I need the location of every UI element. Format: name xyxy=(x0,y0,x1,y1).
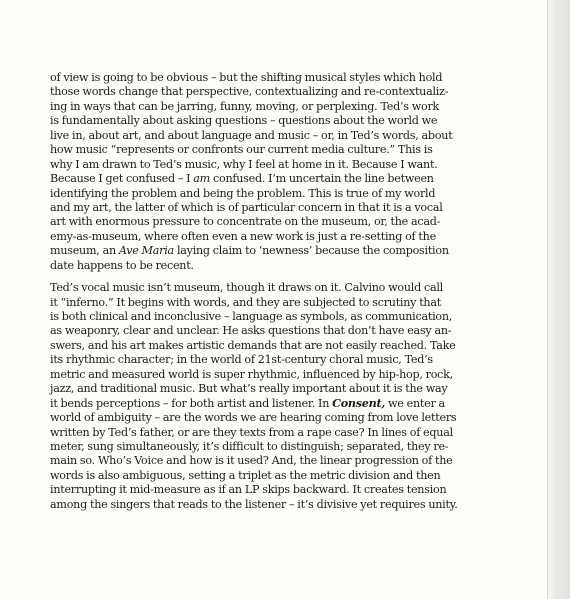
text-run: laying claim to ‘newness’ because the composition xyxy=(173,244,449,258)
text-line: jazz, and traditional music. But what’s really important about it is the way xyxy=(50,382,448,396)
emphasis-am: am xyxy=(193,172,210,186)
text-line: emy-as-museum, where often even a new work is just a re-setting of the xyxy=(50,229,436,243)
text-line: it “inferno.” It begins with words, and they are subjected to scrutiny that xyxy=(50,295,441,309)
text-line: date happens to be recent. xyxy=(50,258,194,272)
title-consent: Consent, xyxy=(332,396,386,410)
text-line: live in, about art, and about language and music – or, in Ted’s words, about xyxy=(50,128,453,142)
text-line xyxy=(50,244,502,258)
text-line xyxy=(50,172,502,186)
text-line: words is also ambiguous, setting a triplet as the metric division and then xyxy=(50,468,441,482)
text-line: among the singers that reads to the listener – it’s divisive yet requires unity. xyxy=(50,497,458,511)
text-line: world of ambiguity – are the words we are hearing coming from love letters xyxy=(50,411,457,425)
text-line: main so. Who’s Voice and how is it used? And, the linear progression of the xyxy=(50,454,453,468)
text-run: it bends perceptions – for both artist and listener. In xyxy=(50,396,333,410)
paragraph-spacer xyxy=(50,273,502,281)
text-line: its rhythmic character; in the world of 21st-century choral music, Ted’s xyxy=(50,353,433,367)
text-run: we enter a xyxy=(385,396,445,410)
text-line: how music “represents or confronts our current media culture.” This is xyxy=(50,143,433,157)
paragraph-1 xyxy=(50,71,502,273)
text-line: swers, and his art makes artistic demands that are not easily reached. Take xyxy=(50,338,456,352)
paragraph-2 xyxy=(50,281,502,512)
text-line: why I am drawn to Ted’s music, why I feel at home in it. Because I want. xyxy=(50,157,438,171)
page-binding-edge xyxy=(547,0,570,599)
text-line: meter, sung simultaneously, it’s difficult to distinguish; separated, they re- xyxy=(50,439,449,453)
text-run: confused. I’m uncertain the line between xyxy=(210,172,434,186)
title-ave-maria: Ave Maria xyxy=(118,244,174,258)
body-text xyxy=(50,71,502,512)
text-run: Because I get confused – I xyxy=(50,172,194,186)
text-line: and my art, the latter of which is of particular concern in that it is a vocal xyxy=(50,200,443,214)
text-line: interrupting it mid-measure as if an LP skips backward. It creates tension xyxy=(50,483,447,497)
text-line: art with enormous pressure to concentrate on the museum, or, the acad- xyxy=(50,215,441,229)
text-line: of view is going to be obvious – but the shifting musical styles which hold xyxy=(50,71,443,84)
text-line: metric and measured world is super rhythmic, influenced by hip-hop, rock, xyxy=(50,367,453,381)
text-line: Ted’s vocal music isn’t museum, though it draws on it. Calvino would call xyxy=(50,281,443,295)
text-line: is fundamentally about asking questions – questions about the world we xyxy=(50,114,438,128)
text-line: is both clinical and inconclusive – language as symbols, as communication, xyxy=(50,310,453,323)
text-line: those words change that perspective, contextualizing and re-contextualiz- xyxy=(50,85,449,99)
text-line: written by Ted’s father, or are they texts from a rape case? In lines of equal xyxy=(50,425,453,439)
text-line: ing in ways that can be jarring, funny, moving, or perplexing. Ted’s work xyxy=(50,99,440,113)
text-line xyxy=(50,397,502,411)
text-run: museum, an xyxy=(50,244,119,258)
text-line: as weaponry, clear and unclear. He asks questions that don’t have easy an- xyxy=(50,324,452,338)
text-line: identifying the problem and being the problem. This is true of my world xyxy=(50,186,436,200)
